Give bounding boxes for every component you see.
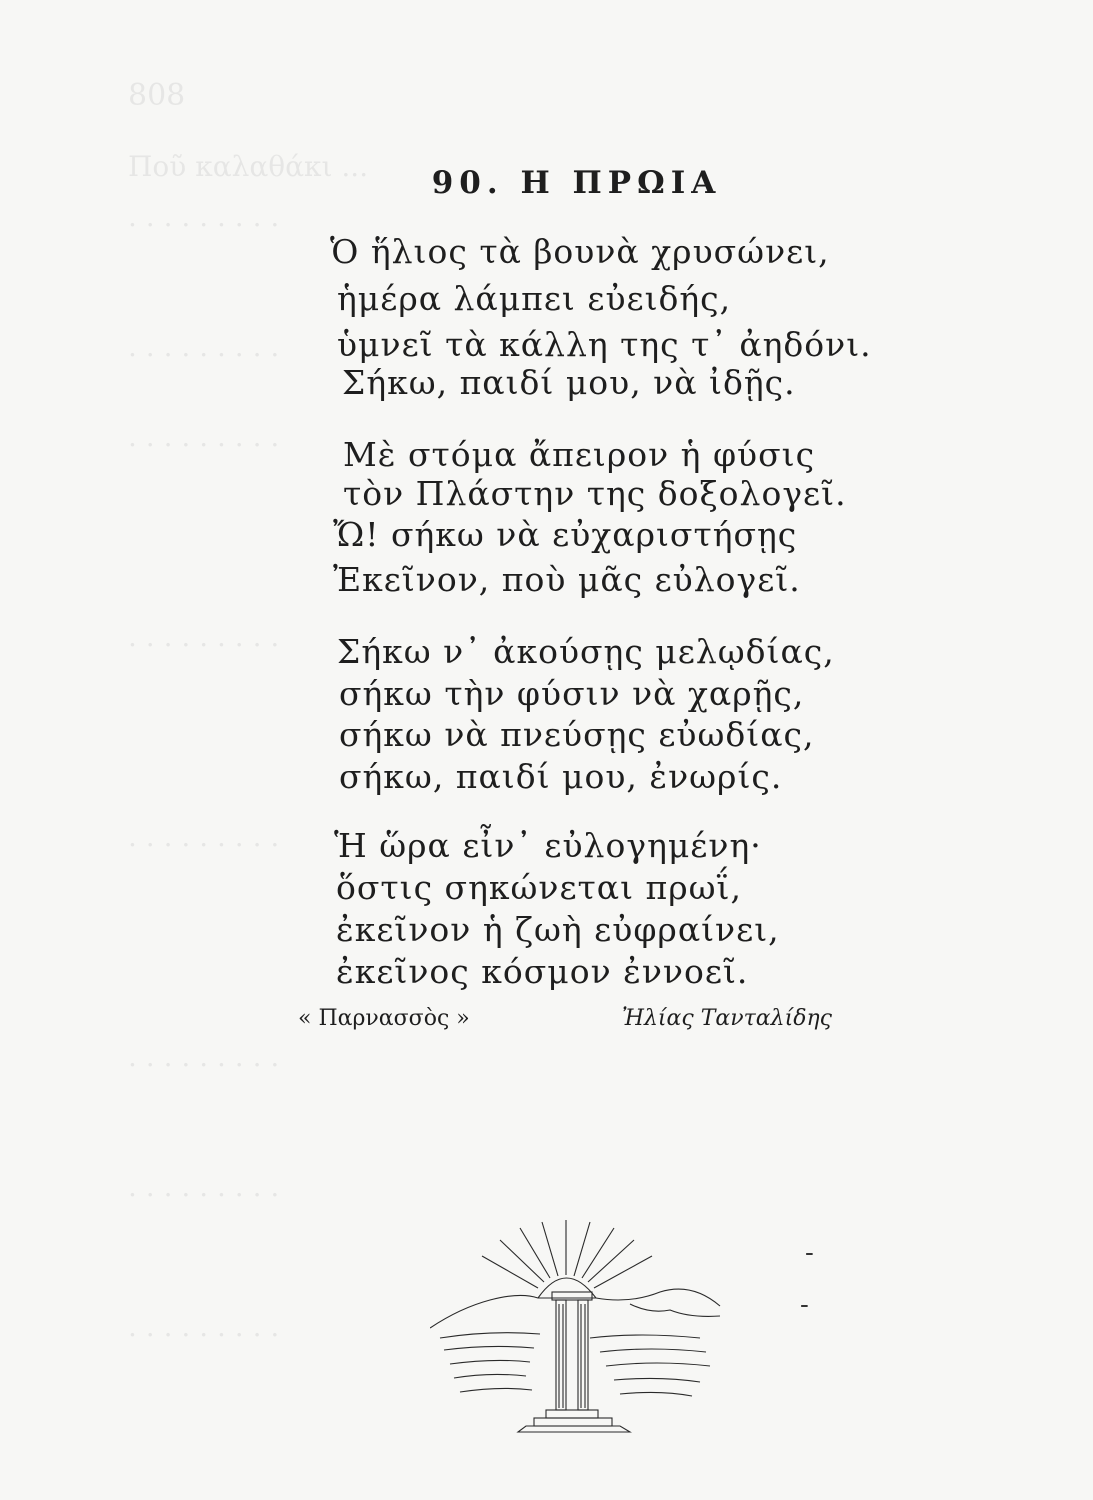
verse-line: Ἡ ὥρα εἶν᾿ εὐλογημένη· bbox=[334, 826, 762, 865]
verse-line: ὅστις σηκώνεται πρωΐ, bbox=[336, 868, 742, 907]
stray-mark: - bbox=[800, 1290, 809, 1320]
verse-line: τὸν Πλάστην της δοξολογεῖ. bbox=[343, 474, 847, 513]
poem-source: « Παρνασσὸς » bbox=[298, 1006, 470, 1031]
verse-line: Ὁ ἥλιος τὰ βουνὰ χρυσώνει, bbox=[330, 232, 830, 271]
sunrise-temple-column-vignette bbox=[430, 1218, 730, 1442]
stray-mark: - bbox=[805, 1238, 814, 1268]
verse-line: σήκω τὴν φύσιν νὰ χαρῇς, bbox=[339, 674, 805, 713]
verse-line: σήκω, παιδί μου, ἐνωρίς. bbox=[339, 757, 783, 796]
poem-author: Ἠλίας Τανταλίδης bbox=[622, 1006, 832, 1031]
verse-line: Μὲ στόμα ἄπειρον ἡ φύσις bbox=[343, 435, 816, 474]
verse-line: Ἐκεῖνον, ποὺ μᾶς εὐλογεῖ. bbox=[333, 560, 801, 599]
verse-line: Σήκω ν᾿ ἀκούσῃς μελῳδίας, bbox=[337, 632, 835, 671]
verse-line: Ὤ! σήκω νὰ εὐχαριστήσῃς bbox=[333, 515, 798, 554]
verse-line: ἡμέρα λάμπει εὐειδής, bbox=[337, 279, 732, 318]
verse-line: ἐκεῖνος κόσμον ἐννοεῖ. bbox=[336, 952, 749, 991]
verse-line: σήκω νὰ πνεύσῃς εὐωδίας, bbox=[339, 715, 815, 754]
verse-line: ὑμνεῖ τὰ κάλλη της τ᾿ ἀηδόνι. bbox=[337, 325, 872, 364]
poem-title: 90. Η ΠΡΩΙΑ bbox=[431, 165, 722, 201]
verse-line: ἐκεῖνον ἡ ζωὴ εὐφραίνει, bbox=[336, 910, 780, 949]
vignette-drawing bbox=[430, 1218, 730, 1438]
verse-line: Σήκω, παιδί μου, νὰ ἰδῇς. bbox=[342, 363, 796, 402]
show-through-background: 808 Ποῦ καλαθάκι ... . . . . . . . . . . . . . . . . . . . . . . . . . . . . . . . . . . . . . . . . . . . . . . . . . . . . . . . . . . . . . . . . . . . . . . . . bbox=[128, 78, 369, 1343]
